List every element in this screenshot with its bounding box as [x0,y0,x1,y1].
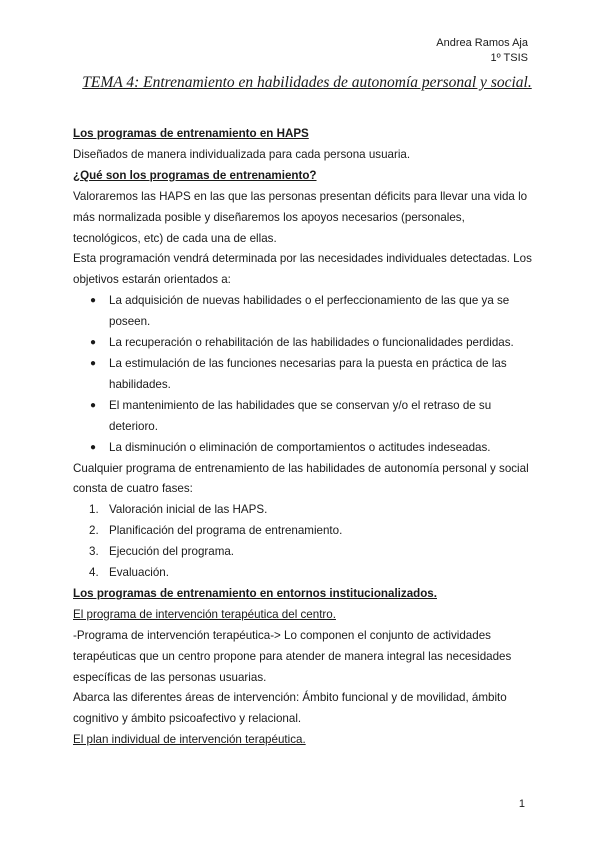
page-header [436,36,528,66]
subheading-individual-plan: El plan individual de intervención terapéutica. [73,733,306,747]
list-item: 3. Ejecución del programa. [89,545,235,559]
bullet-icon: ● [90,357,97,369]
document-body [73,124,533,751]
bullet-icon: ● [90,295,97,307]
list-item: ● El mantenimiento de las habilidades que se conservan y/o el retraso de su deterioro. [73,396,533,438]
bullet-icon: ● [90,337,97,349]
author-name: Andrea Ramos Aja [436,37,528,49]
paragraph: Abarca las diferentes áreas de intervención: Ámbito funcional y de movilidad, ámbito cognitivo y ámbito psicoafectivo y relacional. [73,691,507,726]
list-item: ● La disminución o eliminación de comportamientos o actitudes indeseadas. [73,438,533,459]
paragraph: Valoraremos las HAPS en las que las personas presentan déficits para llevar una vida lo más normalizada posible y diseñaremos los apoyos necesarios (personales, tecnológicos, etc) de cada una de ellas. [73,189,528,245]
document-title: TEMA 4: Entrenamiento en habilidades de autonomía personal y social. [82,74,532,91]
list-item: 4. Evaluación. [89,566,169,580]
subheading-therapeutic-program: El programa de intervención terapéutica del centro. [73,607,336,621]
list-item: ● La estimulación de las funciones necesarias para la puesta en práctica de las habilidades. [73,354,533,396]
paragraph: Diseñados de manera individualizada para cada persona usuaria. [73,147,411,161]
paragraph: -Programa de intervención terapéutica-> Lo componen el conjunto de actividades terapéuticas que un centro propone para atender de manera integral las necesidades específicas de las personas usuarias. [73,628,512,684]
bullet-icon: ● [90,441,97,453]
bullet-icon: ● [90,399,97,411]
list-item: ● La recuperación o rehabilitación de las habilidades o funcionalidades perdidas. [73,333,533,354]
objectives-list [73,291,533,458]
list-item: 1. Valoración inicial de las HAPS. [89,503,268,517]
page-number: 1 [518,798,525,810]
paragraph: Esta programación vendrá determinada por las necesidades individuales detectadas. Los objetivos estarán orientados a: [73,252,532,287]
section-heading-what-are-programs: ¿Qué son los programas de entrenamiento? [73,168,317,182]
paragraph: Cualquier programa de entrenamiento de las habilidades de autonomía personal y social consta de cuatro fases: [73,461,529,496]
section-heading-institutional-programs: Los programas de entrenamiento en entornos institucionalizados. [73,586,437,600]
course-label: 1º TSIS [490,52,528,64]
list-item: ● La adquisición de nuevas habilidades o el perfeccionamiento de las que ya se poseen. [73,291,533,333]
phases-list [73,500,533,584]
section-heading-haps-programs: Los programas de entrenamiento en HAPS [73,127,309,140]
list-item: 2. Planificación del programa de entrenamiento. [89,524,343,538]
